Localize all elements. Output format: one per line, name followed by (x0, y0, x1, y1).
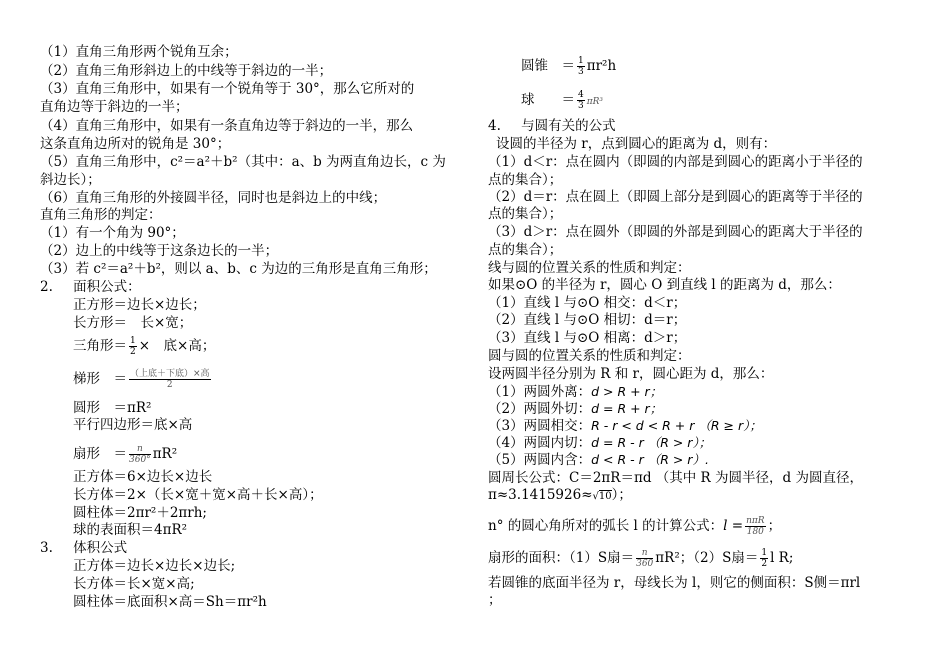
rt-criteria-1: （1）有一个角为 90°； (40, 225, 185, 241)
line-separate: （3）直线 l 与⊙O 相离：d＞r； (488, 330, 687, 346)
volume-ball (521, 90, 603, 111)
formula-label: 圆锥 ＝ (521, 58, 575, 74)
rt-prop-3: （3）直角三角形中，如果有一个锐角等于 30°，那么它所对的 (40, 81, 415, 97)
denominator: 2 (166, 380, 173, 390)
numerator: 1 (761, 548, 768, 558)
fraction (760, 548, 768, 569)
formula-rest: πr²h (586, 58, 617, 74)
formula-label: 球 ＝ (521, 92, 575, 108)
circle-intro: 设圆的半径为 r，点到圆心的距离为 d，则有： (496, 136, 777, 152)
circles-apart (488, 384, 662, 400)
relation-label: （2）两圆外切： (488, 401, 592, 417)
fraction (636, 548, 653, 569)
rt-criteria-2: （2）边上的中线等于这条边长的一半； (40, 243, 279, 259)
rt-prop-4-cont: 这条直角边所对的锐角是 30°； (40, 136, 231, 152)
area-parallelogram: 平行四边形＝底×高 (73, 417, 193, 433)
fraction (577, 56, 585, 77)
sqrt-radicand: 10 (598, 491, 612, 502)
circle-circle-heading: 圆与圆的位置关系的性质和判定： (488, 348, 691, 364)
area-square: 正方形＝边长×边长； (73, 297, 206, 313)
relation-label: （4）两圆内切： (488, 435, 592, 451)
denominator: 2 (130, 347, 136, 357)
formula-rest: × 底×高； (138, 338, 216, 354)
area-rectangle: 长方形＝ 长×宽； (73, 315, 193, 331)
sector-area-formula (488, 548, 793, 569)
rt-prop-5: （5）直角三角形中，c²＝a²＋b²（其中：a、b 为两直角边长，c 为 (40, 154, 446, 170)
line-end: ； (767, 518, 782, 534)
rt-prop-3-cont: 直角边等于斜边的一半； (40, 99, 189, 115)
formula-mid: πR²；（2）S扇＝ (655, 550, 759, 566)
volume-cone (521, 56, 616, 77)
volume-cylinder: 圆柱体＝底面积×高＝Sh＝πr²h (73, 594, 267, 610)
formula-label: n° 的圆心角所对的弧长 l 的计算公式： (488, 518, 724, 534)
circumference-formula: 圆周长公式：C＝2πR＝πd （其中 R 为圆半径，d 为圆直径， (488, 470, 863, 486)
cone-lateral-area: 若圆锥的底面半径为 r，母线长为 l，则它的侧面积：S侧＝πrl (488, 575, 861, 591)
circles-intersect (488, 418, 762, 434)
fraction (129, 444, 151, 465)
formula-label: 三角形＝ (73, 338, 127, 354)
volume-cuboid: 长方体＝长×宽×高; (73, 576, 195, 592)
formula-rest: πR² (152, 446, 178, 462)
rt-criteria-3: （3）若 c²＝a²＋b²，则以 a、b、c 为边的三角形是直角三角形； (40, 261, 437, 277)
relation-formula: d = R - r （R > r）； (591, 435, 712, 450)
area-cube: 正方体＝6×边长×边长 (73, 469, 213, 485)
section-number: 3. (40, 540, 53, 556)
line-end: ）； (611, 487, 632, 503)
numerator: 1 (130, 336, 136, 346)
section-number: 2. (40, 279, 53, 295)
area-trapezoid (73, 369, 213, 390)
denominator: 2 (761, 559, 768, 569)
volume-cube: 正方体＝边长×边长×边长; (73, 558, 236, 574)
cone-lateral-area-cont: ； (488, 592, 502, 608)
circle-circle-intro: 设两圆半径分别为 R 和 r，圆心距为 d，那么： (488, 366, 774, 382)
rt-criteria-heading: 直角三角形的判定： (40, 207, 162, 223)
arc-length-formula (488, 516, 781, 537)
formula-lhs: l = (723, 518, 744, 534)
relation-label: （1）两圆外离： (488, 384, 592, 400)
point-out-circle-cont: 点的集合）； (488, 242, 563, 258)
denominator: 360° (129, 455, 151, 465)
formula-label: 梯形 ＝ (73, 371, 127, 387)
section-4-heading (488, 118, 616, 134)
fraction (129, 336, 137, 357)
area-cuboid: 长方体＝2×（长×宽＋宽×高＋长×高）； (73, 487, 323, 503)
section-2-heading (40, 279, 141, 295)
area-sector (73, 444, 177, 465)
formula-rest: πR³ (586, 97, 604, 107)
numerator: （上底＋下底）×高 (130, 369, 210, 379)
rt-prop-6: （6）直角三角形的外接圆半径，同时也是斜边上的中线； (40, 190, 387, 206)
section-number: 4. (488, 118, 501, 134)
relation-formula: R - r < d < R + r （R ≥ r）； (591, 418, 762, 433)
section-title: 与圆有关的公式 (521, 118, 616, 134)
formula-label: 扇形 ＝ (73, 446, 127, 462)
relation-label: （5）两圆内含： (488, 452, 592, 468)
rt-prop-2: （2）直角三角形斜边上的中线等于斜边的一半； (40, 63, 333, 79)
formula-label: 扇形的面积：（1）S扇＝ (488, 550, 635, 566)
numerator: 4 (578, 90, 584, 100)
line-intersect: （1）直线 l 与⊙O 相交：d＜r； (488, 295, 687, 311)
formula-rest: l R; (770, 550, 794, 566)
circles-ext-tangent (488, 401, 662, 417)
fraction (745, 516, 766, 537)
pi-value: π≈3.1415926≈ (488, 487, 593, 503)
section-3-heading (40, 540, 127, 556)
numerator: n (129, 444, 151, 455)
fraction (577, 90, 585, 111)
rt-prop-4: （4）直角三角形中，如果有一条直角边等于斜边的一半，那么 (40, 118, 414, 134)
section-title: 体积公式 (73, 540, 128, 556)
denominator: 3 (578, 67, 584, 77)
point-on-circle: （2）d＝r：点在圆上（即圆上部分是到圆心的距离等于半径的 (488, 189, 863, 205)
point-on-circle-cont: 点的集合）； (488, 206, 563, 222)
point-in-circle-cont: 点的集合）； (488, 172, 563, 188)
relation-formula: d < R - r （R > r）. (591, 452, 709, 467)
point-in-circle: （1）d＜r：点在圆内（即圆的内部是到圆心的距离小于半径的 (488, 154, 863, 170)
line-circle-intro: 如果⊙O 的半径为 r，圆心 O 到直线 l 的距离为 d，那么： (488, 277, 841, 293)
numerator: nπR (746, 516, 765, 526)
fraction (129, 369, 211, 390)
denominator: 360 (636, 559, 654, 569)
circles-contain (488, 452, 709, 468)
area-circle: 圆形 ＝πR² (73, 400, 152, 416)
rt-prop-1: （1）直角三角形两个锐角互余； (40, 44, 238, 60)
line-circle-heading: 线与圆的位置关系的性质和判定： (488, 260, 691, 276)
relation-formula: d = R + r； (591, 401, 663, 416)
numerator: 1 (578, 56, 584, 66)
section-title: 面积公式： (73, 279, 141, 295)
area-cylinder: 圆柱体＝2πr²＋2πrh; (73, 505, 207, 521)
circles-int-tangent (488, 435, 711, 451)
denominator: 180 (746, 527, 764, 537)
area-sphere: 球的表面积＝4πR² (73, 522, 188, 538)
numerator: n (636, 548, 653, 559)
relation-formula: d > R + r； (591, 384, 663, 399)
denominator: 3 (578, 101, 584, 111)
rt-prop-5-cont: 斜边长）； (40, 172, 101, 188)
area-triangle (73, 336, 215, 357)
relation-label: （3）两圆相交： (488, 418, 592, 434)
pi-approx: π≈3.1415926≈√10）； (488, 487, 632, 503)
point-out-circle: （3）d＞r：点在圆外（即圆的外部是到圆心的距离大于半径的 (488, 224, 863, 240)
line-tangent: （2）直线 l 与⊙O 相切：d＝r； (488, 312, 687, 328)
